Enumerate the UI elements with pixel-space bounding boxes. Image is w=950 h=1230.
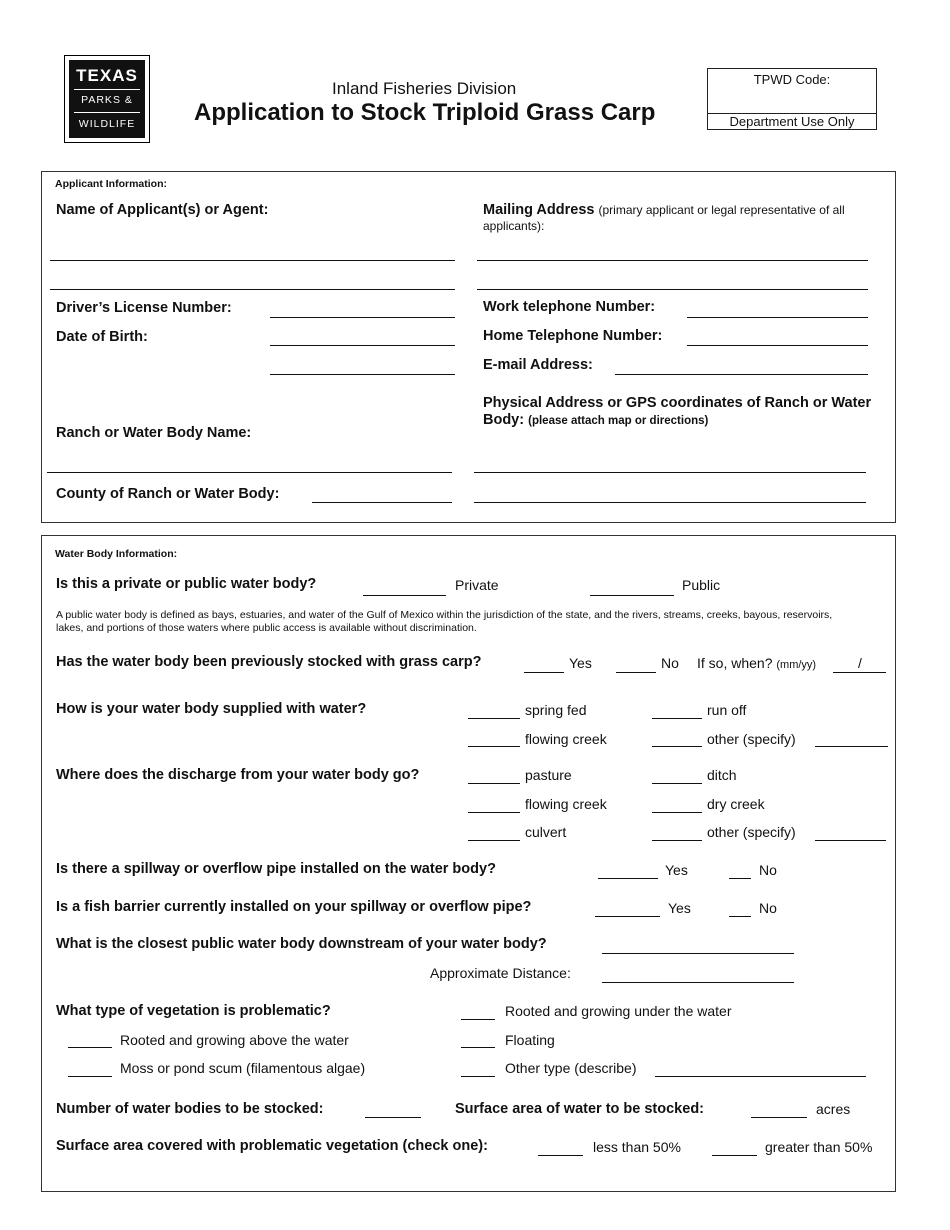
stocked-question: Has the water body been previously stocked with grass carp? — [56, 654, 482, 670]
physical-address-label — [483, 395, 873, 430]
spillway-yes-line[interactable] — [598, 878, 658, 879]
ranch-name-field[interactable] — [47, 472, 452, 473]
public-water-definition: A public water body is defined as bays, estuaries, and water of the Gulf of Mexico within the jurisdiction of the state, and the rivers, streams, creeks, bayous, reservoirs, lakes, and portions of those waters where public access is available without discrimination. — [56, 609, 833, 634]
division-name: Inland Fisheries Division — [332, 79, 517, 98]
veg-moss: Moss or pond scum (filamentous algae) — [120, 1060, 366, 1076]
vegetation-question: What type of vegetation is problematic? — [56, 1003, 331, 1019]
covered-question: Surface area covered with problematic vegetation (check one): — [56, 1138, 488, 1154]
supply-flowing-creek: flowing creek — [525, 731, 607, 747]
name-label: Name of Applicant(s) or Agent: — [56, 202, 269, 218]
if-so-when-text: If so, when? — [697, 655, 773, 671]
supply-question: How is your water body supplied with water? — [56, 701, 367, 717]
name-field[interactable] — [50, 260, 455, 261]
stocked-yes: Yes — [569, 655, 592, 671]
veg-floating-line[interactable] — [461, 1047, 495, 1048]
veg-other: Other type (describe) — [505, 1060, 637, 1076]
discharge-other-line[interactable] — [652, 840, 702, 841]
veg-moss-line[interactable] — [68, 1076, 112, 1077]
dob-label: Date of Birth: — [56, 329, 148, 345]
public-option: Public — [682, 577, 721, 593]
tpwd-logo — [64, 55, 150, 143]
spillway-no: No — [759, 862, 777, 878]
spillway-no-line[interactable] — [729, 878, 751, 879]
department-use-box — [707, 68, 877, 130]
discharge-culvert-line[interactable] — [468, 840, 520, 841]
stocked-no-line[interactable] — [616, 672, 656, 673]
public-checkbox-line[interactable] — [590, 595, 674, 596]
date-slash: / — [858, 655, 862, 671]
mailing-address-label — [483, 202, 868, 234]
stocked-date-field[interactable] — [833, 672, 886, 673]
barrier-question: Is a fish barrier currently installed on your spillway or overflow pipe? — [56, 899, 532, 915]
page-title: Application to Stock Triploid Grass Carp — [194, 99, 656, 126]
number-question: Number of water bodies to be stocked: — [56, 1101, 324, 1117]
surface-area-field[interactable] — [751, 1117, 807, 1118]
dob-field-2[interactable] — [270, 374, 455, 375]
veg-other-line[interactable] — [461, 1076, 495, 1077]
discharge-ditch-line[interactable] — [652, 783, 702, 784]
discharge-ditch: ditch — [707, 767, 737, 783]
stocked-yes-line[interactable] — [524, 672, 564, 673]
physical-label-text: Physical Address or GPS coordinates of Ranch or Water Body: — [483, 395, 872, 428]
name-field-2[interactable] — [50, 289, 455, 290]
approx-distance-field[interactable] — [602, 982, 794, 983]
department-use-label: Department Use Only — [729, 114, 855, 129]
barrier-yes-line[interactable] — [595, 916, 660, 917]
supply-flowing-creek-line[interactable] — [468, 746, 520, 747]
mmyy-hint: (mm/yy) — [776, 659, 817, 671]
discharge-flowing-creek: flowing creek — [525, 796, 607, 812]
veg-other-describe-field[interactable] — [655, 1076, 866, 1077]
tpwd-code-label: TPWD Code: — [753, 72, 831, 87]
discharge-question: Where does the discharge from your water body go? — [56, 767, 420, 783]
supply-spring-fed: spring fed — [525, 702, 587, 718]
physical-note: (please attach map or directions) — [528, 415, 709, 427]
county-field[interactable] — [312, 502, 452, 503]
approx-distance-label: Approximate Distance: — [430, 965, 571, 981]
veg-under-line[interactable] — [461, 1019, 495, 1020]
mailing-label-text: Mailing Address — [483, 202, 595, 218]
discharge-dry-creek-line[interactable] — [652, 812, 702, 813]
discharge-pasture: pasture — [525, 767, 572, 783]
spillway-yes: Yes — [665, 862, 688, 878]
spillway-question: Is there a spillway or overflow pipe installed on the water body? — [56, 861, 496, 877]
discharge-dry-creek: dry creek — [707, 796, 765, 812]
supply-spring-fed-line[interactable] — [468, 718, 520, 719]
home-phone-label: Home Telephone Number: — [483, 328, 663, 344]
greater-than-option: greater than 50% — [765, 1139, 873, 1155]
home-phone-field[interactable] — [687, 345, 868, 346]
number-field[interactable] — [365, 1117, 421, 1118]
supply-other-specify-field[interactable] — [815, 746, 888, 747]
discharge-culvert: culvert — [525, 824, 567, 840]
if-so-when-label — [697, 655, 816, 671]
supply-run-off-line[interactable] — [652, 718, 702, 719]
discharge-other: other (specify) — [707, 824, 796, 840]
logo-text-texas: TEXAS — [76, 66, 138, 85]
work-phone-field[interactable] — [687, 317, 868, 318]
downstream-field[interactable] — [602, 953, 794, 954]
drivers-license-field[interactable] — [270, 317, 455, 318]
physical-address-field[interactable] — [474, 472, 866, 473]
barrier-no-line[interactable] — [729, 916, 751, 917]
mailing-address-field-2[interactable] — [477, 289, 868, 290]
discharge-other-specify-field[interactable] — [815, 840, 886, 841]
email-field[interactable] — [615, 374, 868, 375]
logo-text-wildlife: WILDLIFE — [78, 118, 136, 130]
mailing-note: (primary applicant or legal representative of all applicants): — [483, 203, 845, 233]
less-than-line[interactable] — [538, 1155, 583, 1156]
email-label: E-mail Address: — [483, 357, 593, 373]
barrier-no: No — [759, 900, 777, 916]
discharge-pasture-line[interactable] — [468, 783, 520, 784]
supply-other-line[interactable] — [652, 746, 702, 747]
drivers-license-label: Driver’s License Number: — [56, 300, 232, 316]
stocked-no: No — [661, 655, 679, 671]
logo-text-parks: PARKS & — [81, 94, 133, 106]
supply-run-off: run off — [707, 702, 747, 718]
acres-unit: acres — [816, 1101, 851, 1117]
private-checkbox-line[interactable] — [363, 595, 446, 596]
county-label: County of Ranch or Water Body: — [56, 486, 280, 502]
physical-address-field-2[interactable] — [474, 502, 866, 503]
mailing-address-field[interactable] — [477, 260, 868, 261]
greater-than-line[interactable] — [712, 1155, 757, 1156]
ranch-name-label: Ranch or Water Body Name: — [56, 425, 252, 441]
downstream-question: What is the closest public water body downstream of your water body? — [56, 936, 547, 952]
veg-floating: Floating — [505, 1032, 555, 1048]
work-phone-label: Work telephone Number: — [483, 299, 656, 315]
barrier-yes: Yes — [668, 900, 691, 916]
dob-field[interactable] — [270, 345, 455, 346]
surface-area-question: Surface area of water to be stocked: — [455, 1101, 704, 1117]
supply-other: other (specify) — [707, 731, 796, 747]
veg-above: Rooted and growing above the water — [120, 1032, 349, 1048]
private-public-question: Is this a private or public water body? — [56, 576, 317, 592]
discharge-flowing-creek-line[interactable] — [468, 812, 520, 813]
private-option: Private — [455, 577, 499, 593]
veg-above-line[interactable] — [68, 1047, 112, 1048]
veg-under: Rooted and growing under the water — [505, 1003, 732, 1019]
less-than-option: less than 50% — [593, 1139, 681, 1155]
applicant-section-label: Applicant Information: — [55, 178, 167, 190]
waterbody-section-label: Water Body Information: — [55, 548, 178, 560]
